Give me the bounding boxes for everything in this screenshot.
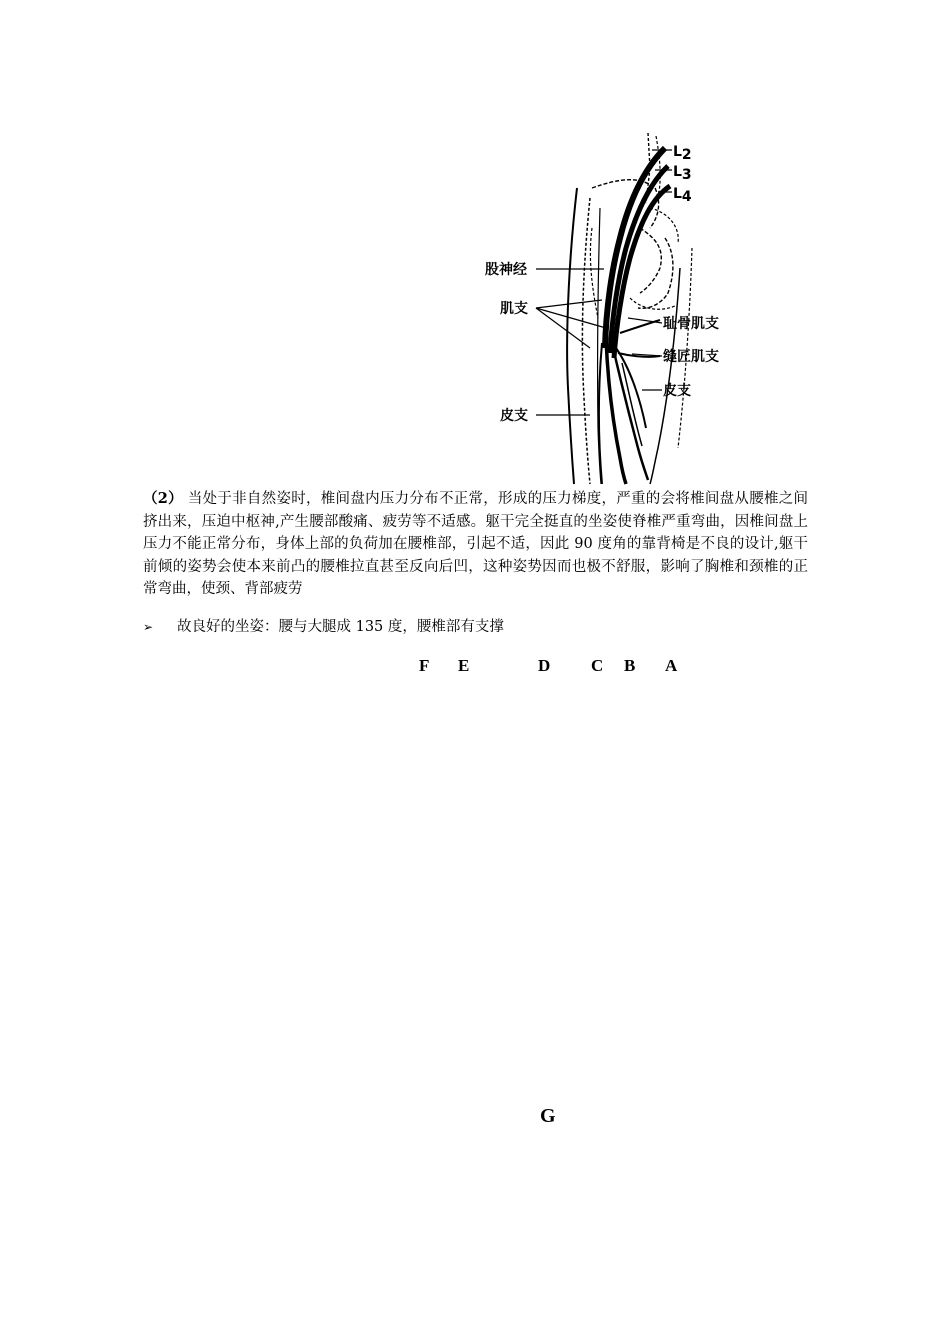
muscular-branch-label: 肌支 bbox=[500, 301, 528, 317]
letter-d: D bbox=[538, 656, 551, 675]
letter-b: B bbox=[624, 656, 636, 675]
sartorius-branch-label: 缝匠肌支 bbox=[663, 349, 719, 365]
paragraph-text: 当处于非自然姿时，椎间盘内压力分布不正常，形成的压力梯度，严重的会将椎间盘从腰椎之间挤出来，压迫中枢神,产生腰部酸痛、疲劳等不适感。躯干完全挺直的坐姿使脊椎严重弯曲，因椎间盘上压力不能正常分布，身体上部的负荷加在腰椎部，引起不适，因此 90 度角的靠背椅是不良的设计,躯干前倾的姿势会使本来前凸的腰椎拉直甚至反向后凹，这种姿势因而也极不舒服，影响了胸椎和颈椎的正常弯曲，使颈、背部疲劳 bbox=[143, 491, 809, 598]
body-paragraph bbox=[143, 488, 808, 601]
iliacus-branch-label: 耻骨肌支 bbox=[663, 316, 719, 332]
bullet-text: 故良好的坐姿：腰与大腿成 135 度，腰椎部有支撑 bbox=[177, 619, 504, 635]
paragraph-number: （2） bbox=[143, 490, 183, 507]
bullet-item bbox=[143, 616, 808, 638]
arrow-bullet-icon: ➢ bbox=[143, 620, 154, 634]
letter-g: G bbox=[540, 1105, 556, 1127]
letter-c: C bbox=[591, 656, 604, 675]
l4-label: L4 bbox=[673, 186, 692, 205]
l3-label: L3 bbox=[673, 164, 692, 183]
skin-branch-left-label: 皮支 bbox=[500, 408, 528, 424]
femoral-nerve-figure bbox=[480, 128, 730, 486]
femoral-nerve-label: 股神经 bbox=[485, 262, 527, 278]
letter-row bbox=[0, 656, 950, 680]
letter-e: E bbox=[458, 656, 470, 675]
letter-f: F bbox=[419, 656, 430, 675]
femoral-nerve-diagram bbox=[480, 128, 730, 486]
l2-label: L2 bbox=[673, 144, 692, 163]
skin-branch-right-label: 皮支 bbox=[663, 383, 691, 399]
letter-a: A bbox=[665, 656, 678, 675]
